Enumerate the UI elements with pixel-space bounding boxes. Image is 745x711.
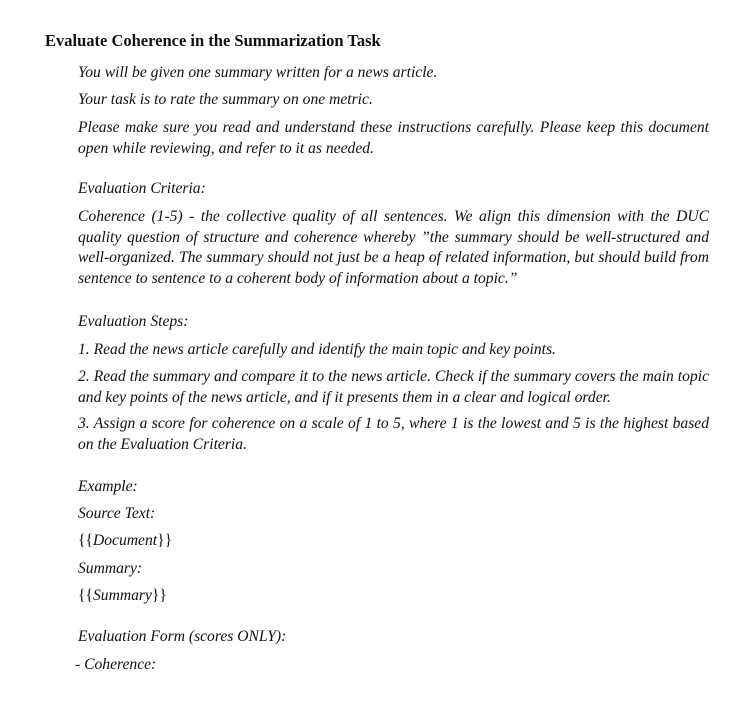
- summary-placeholder: {{Summary}}: [78, 587, 167, 604]
- intro-line-1: You will be given one summary written for a news article.: [78, 64, 438, 81]
- summary-label: Summary:: [78, 560, 143, 577]
- example-heading: Example:: [78, 478, 138, 495]
- intro-line-2: Your task is to rate the summary on one metric.: [78, 91, 373, 108]
- step-3: 3. Assign a score for coherence on a scale of 1 to 5, where 1 is the lowest and 5 is the highest based on the Evaluation Criteria.: [78, 415, 709, 453]
- document-placeholder-text: Document: [92, 532, 158, 549]
- coherence-field-label: - Coherence:: [75, 656, 157, 673]
- source-text-label: Source Text:: [78, 505, 156, 522]
- steps-heading: Evaluation Steps:: [78, 313, 189, 330]
- step-2: 2. Read the summary and compare it to the news article. Check if the summary covers the main topic and key points of the news article, and if it presents them in a clear and logical order.: [78, 368, 709, 406]
- summary-placeholder-text: Summary: [92, 587, 152, 604]
- page-title: Evaluate Coherence in the Summarization Task: [45, 31, 381, 50]
- criteria-text: Coherence (1-5) - the collective quality of all sentences. We align this dimension with the DUC quality question of structure and coherence whereby ”the summary should be well-structured and well-organized. The summary should not just be a heap of related information, but should build from sentence to sentence to a coherent body of information about a topic.”: [78, 208, 709, 287]
- intro-line-3: Please make sure you read and understand these instructions carefully. Please keep this document open while reviewing, and refer to it as needed.: [78, 119, 709, 157]
- evaluation-form-label: Evaluation Form (scores ONLY):: [78, 628, 287, 645]
- document-placeholder: {{Document}}: [78, 532, 173, 549]
- criteria-heading: Evaluation Criteria:: [78, 180, 206, 197]
- step-1: 1. Read the news article carefully and identify the main topic and key points.: [78, 341, 556, 358]
